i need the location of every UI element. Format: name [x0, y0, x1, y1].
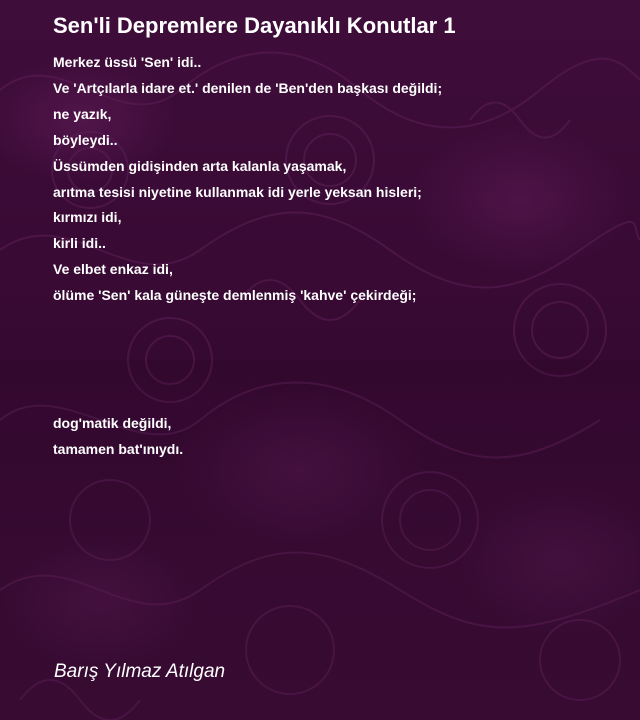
poem-author: Barış Yılmaz Atılgan [54, 661, 226, 682]
poem-title: Sen'li Depremlere Dayanıklı Konutlar 1 [53, 13, 456, 38]
poem-line: Ve 'Artçılarla idare et.' denilen de 'Ben'den başkası değildi; [53, 79, 443, 96]
poem-line: böyleydi.. [53, 131, 118, 148]
poem-line: arıtma tesisi niyetine kullanmak idi yerle yeksan hisleri; [53, 183, 422, 200]
poem-line: kırmızı idi, [53, 209, 122, 226]
poem-line: Ve elbet enkaz idi, [53, 261, 173, 278]
poem-line: ölüme 'Sen' kala güneşte demlenmiş 'kahve' çekirdeği; [53, 287, 417, 304]
poem-line: ne yazık, [53, 105, 112, 122]
poem-line: kirli idi.. [53, 235, 106, 252]
poem-line: Merkez üssü 'Sen' idi.. [53, 54, 202, 70]
poem-line: Üssümden gidişinden arta kalanla yaşamak, [53, 157, 347, 174]
poem-line: tamamen bat'ınıydı. [53, 440, 184, 457]
poem-stanza-1 [53, 50, 442, 309]
poem-stanza-2 [53, 411, 183, 463]
poem-line: dog'matik değildi, [53, 415, 172, 431]
